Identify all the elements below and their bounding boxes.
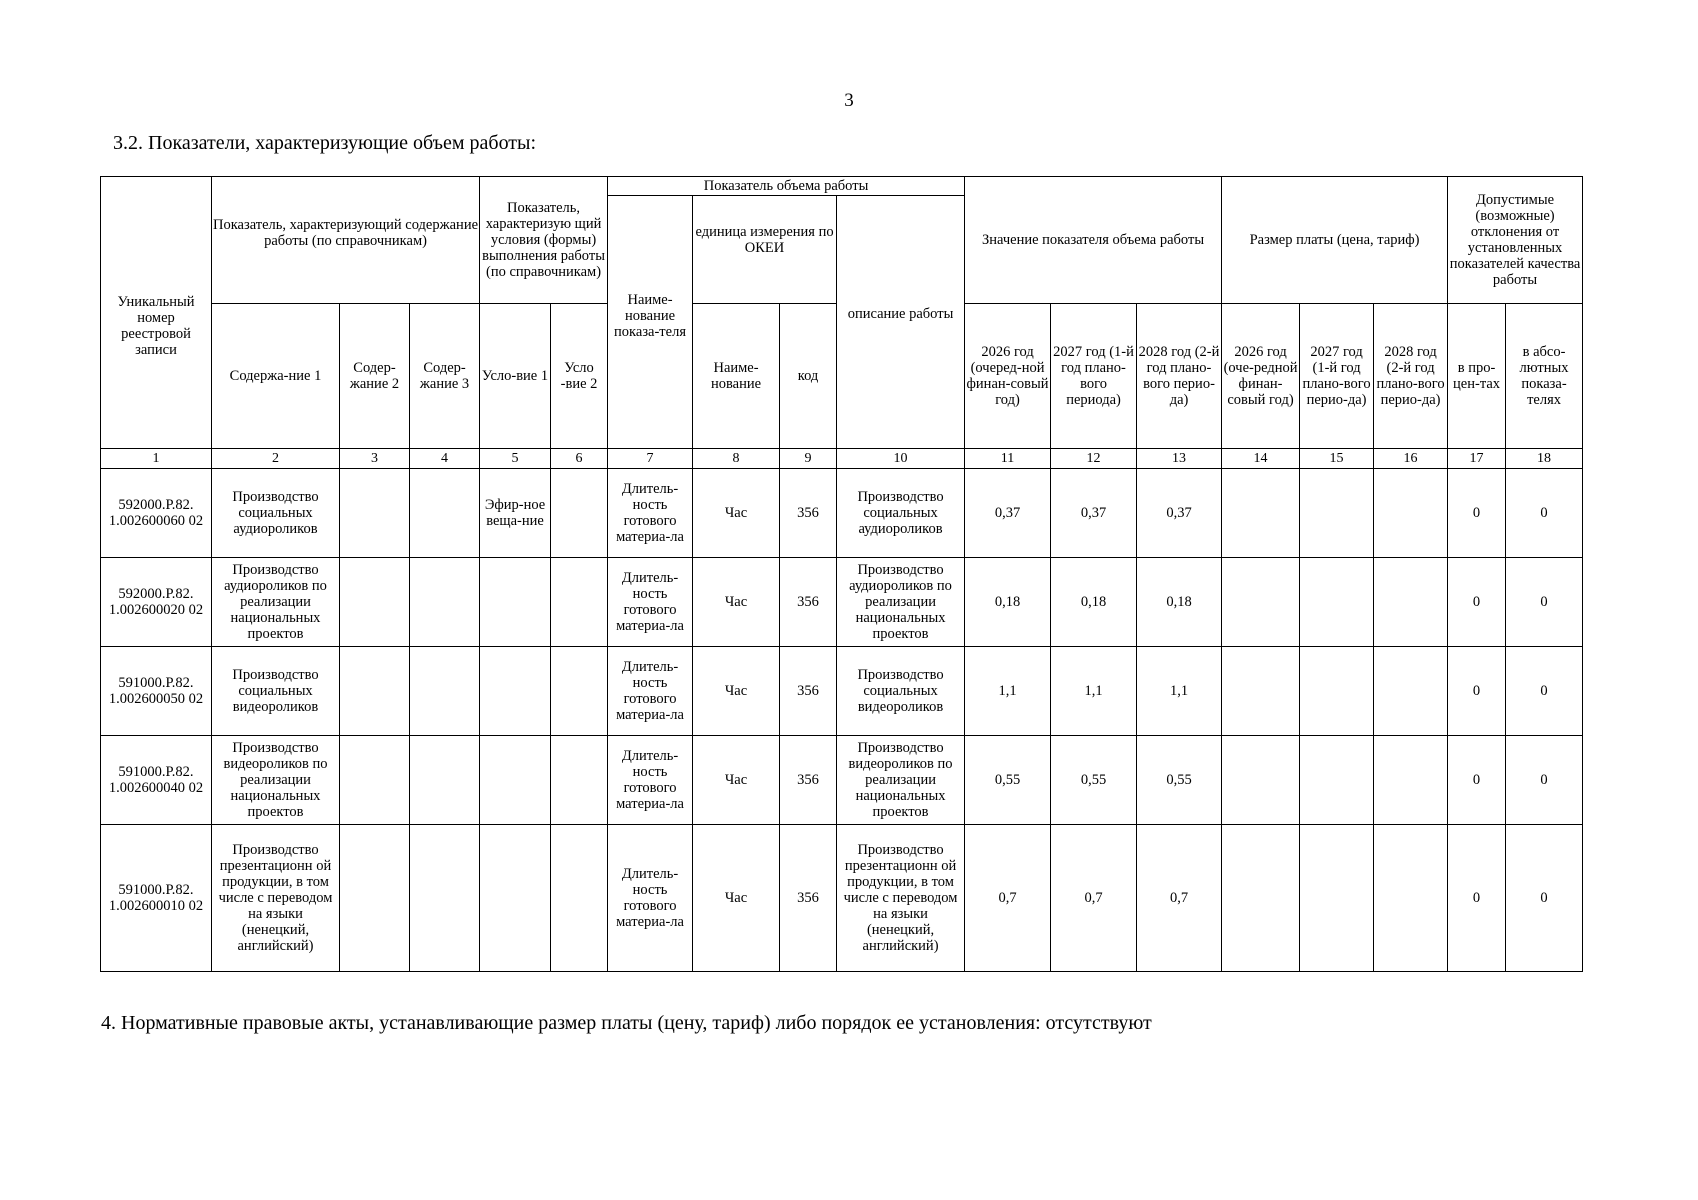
fee-2027 bbox=[1300, 558, 1374, 647]
value-2028: 0,7 bbox=[1137, 825, 1222, 972]
value-2027: 0,7 bbox=[1051, 825, 1137, 972]
deviation-absolute: 0 bbox=[1506, 736, 1583, 825]
header-value-2027: 2027 год (1-й год плано-вого периода) bbox=[1051, 304, 1137, 449]
column-number: 14 bbox=[1222, 449, 1300, 469]
condition-2 bbox=[551, 469, 608, 558]
content-2 bbox=[340, 558, 410, 647]
header-value-2028: 2028 год (2-й год плано-вого перио-да) bbox=[1137, 304, 1222, 449]
header-unique-number: Уникальный номер реестровой записи bbox=[101, 177, 212, 449]
unit-name: Час bbox=[693, 825, 780, 972]
content-2 bbox=[340, 469, 410, 558]
column-number: 8 bbox=[693, 449, 780, 469]
column-number: 16 bbox=[1374, 449, 1448, 469]
header-unit-code: код bbox=[780, 304, 837, 449]
fee-2026 bbox=[1222, 736, 1300, 825]
header-fee-2027: 2027 год (1-й год плано-вого перио-да) bbox=[1300, 304, 1374, 449]
fee-2027 bbox=[1300, 647, 1374, 736]
column-number: 9 bbox=[780, 449, 837, 469]
column-number: 12 bbox=[1051, 449, 1137, 469]
header-content-group: Показатель, характеризующий содержание работы (по справочникам) bbox=[212, 177, 480, 304]
column-number: 6 bbox=[551, 449, 608, 469]
header-value-group: Значение показателя объема работы bbox=[965, 177, 1222, 304]
work-description: Производство аудиороликов по реализации национальных проектов bbox=[837, 558, 965, 647]
deviation-absolute: 0 bbox=[1506, 825, 1583, 972]
header-conditions-group: Показатель, характеризую щий условия (формы) выполнения работы (по справочникам) bbox=[480, 177, 608, 304]
column-number: 2 bbox=[212, 449, 340, 469]
header-work-description: описание работы bbox=[837, 196, 965, 449]
indicator-name: Длитель-ность готового материа-ла bbox=[608, 647, 693, 736]
table-row bbox=[101, 647, 1583, 736]
table-row bbox=[101, 825, 1583, 972]
column-number: 13 bbox=[1137, 449, 1222, 469]
condition-1: Эфир-ное веща-ние bbox=[480, 469, 551, 558]
header-fee-group: Размер платы (цена, тариф) bbox=[1222, 177, 1448, 304]
fee-2026 bbox=[1222, 825, 1300, 972]
footer-text: 4. Нормативные правовые акты, устанавливающие размер платы (цену, тариф) либо порядок ее установления: отсутствуют bbox=[101, 1012, 1152, 1034]
indicator-name: Длитель-ность готового материа-ла bbox=[608, 825, 693, 972]
work-description: Производство социальных видеороликов bbox=[837, 647, 965, 736]
fee-2027 bbox=[1300, 469, 1374, 558]
header-fee-2028: 2028 год (2-й год плано-вого перио-да) bbox=[1374, 304, 1448, 449]
header-unit-name: Наиме-нование bbox=[693, 304, 780, 449]
fee-2028 bbox=[1374, 825, 1448, 972]
unit-code: 356 bbox=[780, 647, 837, 736]
deviation-absolute: 0 bbox=[1506, 469, 1583, 558]
unit-code: 356 bbox=[780, 825, 837, 972]
fee-2028 bbox=[1374, 558, 1448, 647]
unit-name: Час bbox=[693, 469, 780, 558]
condition-2 bbox=[551, 558, 608, 647]
value-2027: 1,1 bbox=[1051, 647, 1137, 736]
unit-name: Час bbox=[693, 736, 780, 825]
registry-number: 591000.Р.82. 1.002600010 02 bbox=[101, 825, 212, 972]
column-number: 3 bbox=[340, 449, 410, 469]
unit-code: 356 bbox=[780, 469, 837, 558]
header-indicator-name: Наиме-нование показа-теля bbox=[608, 196, 693, 449]
fee-2026 bbox=[1222, 558, 1300, 647]
deviation-percent: 0 bbox=[1448, 558, 1506, 647]
content-3 bbox=[410, 647, 480, 736]
content-2 bbox=[340, 736, 410, 825]
header-deviation-group: Допустимые (возможные) отклонения от установленных показателей качества работы bbox=[1448, 177, 1583, 304]
column-number: 10 bbox=[837, 449, 965, 469]
condition-2 bbox=[551, 825, 608, 972]
value-2027: 0,55 bbox=[1051, 736, 1137, 825]
value-2027: 0,37 bbox=[1051, 469, 1137, 558]
column-number: 15 bbox=[1300, 449, 1374, 469]
registry-number: 591000.Р.82. 1.002600040 02 bbox=[101, 736, 212, 825]
header-fee-2026: 2026 год (оче-редной финан-совый год) bbox=[1222, 304, 1300, 449]
condition-2 bbox=[551, 647, 608, 736]
deviation-percent: 0 bbox=[1448, 469, 1506, 558]
header-deviation-percent: в про-цен-тах bbox=[1448, 304, 1506, 449]
deviation-absolute: 0 bbox=[1506, 647, 1583, 736]
fee-2026 bbox=[1222, 647, 1300, 736]
value-2028: 0,55 bbox=[1137, 736, 1222, 825]
content-1: Производство презентационн ой продукции, в том числе с переводом на языки (ненецкий, английский) bbox=[212, 825, 340, 972]
table-row bbox=[101, 558, 1583, 647]
registry-number: 591000.Р.82. 1.002600050 02 bbox=[101, 647, 212, 736]
content-2 bbox=[340, 825, 410, 972]
deviation-percent: 0 bbox=[1448, 736, 1506, 825]
header-content-2: Содер-жание 2 bbox=[340, 304, 410, 449]
header-condition-2: Усло -вие 2 bbox=[551, 304, 608, 449]
fee-2026 bbox=[1222, 469, 1300, 558]
condition-1 bbox=[480, 647, 551, 736]
indicator-name: Длитель-ность готового материа-ла bbox=[608, 469, 693, 558]
column-number: 4 bbox=[410, 449, 480, 469]
header-okei-unit: единица измерения по ОКЕИ bbox=[693, 196, 837, 304]
column-number: 1 bbox=[101, 449, 212, 469]
header-condition-1: Усло-вие 1 bbox=[480, 304, 551, 449]
deviation-percent: 0 bbox=[1448, 825, 1506, 972]
unit-name: Час bbox=[693, 558, 780, 647]
unit-code: 356 bbox=[780, 736, 837, 825]
value-2026: 0,18 bbox=[965, 558, 1051, 647]
value-2027: 0,18 bbox=[1051, 558, 1137, 647]
content-1: Производство социальных видеороликов bbox=[212, 647, 340, 736]
unit-code: 356 bbox=[780, 558, 837, 647]
content-3 bbox=[410, 558, 480, 647]
header-deviation-absolute: в абсо-лютных показа-телях bbox=[1506, 304, 1583, 449]
content-1: Производство аудиороликов по реализации национальных проектов bbox=[212, 558, 340, 647]
content-1: Производство социальных аудиороликов bbox=[212, 469, 340, 558]
work-description: Производство презентационн ой продукции, в том числе с переводом на языки (ненецкий, английский) bbox=[837, 825, 965, 972]
page-number: 3 bbox=[844, 90, 854, 111]
value-2028: 0,18 bbox=[1137, 558, 1222, 647]
value-2026: 0,55 bbox=[965, 736, 1051, 825]
value-2028: 0,37 bbox=[1137, 469, 1222, 558]
header-row-1 bbox=[101, 177, 1583, 196]
deviation-absolute: 0 bbox=[1506, 558, 1583, 647]
unit-name: Час bbox=[693, 647, 780, 736]
fee-2027 bbox=[1300, 736, 1374, 825]
work-description: Производство видеороликов по реализации национальных проектов bbox=[837, 736, 965, 825]
table-row bbox=[101, 736, 1583, 825]
header-content-3: Содер-жание 3 bbox=[410, 304, 480, 449]
work-description: Производство социальных аудиороликов bbox=[837, 469, 965, 558]
fee-2028 bbox=[1374, 469, 1448, 558]
content-1: Производство видеороликов по реализации национальных проектов bbox=[212, 736, 340, 825]
condition-2 bbox=[551, 736, 608, 825]
header-value-2026: 2026 год (очеред-ной финан-совый год) bbox=[965, 304, 1051, 449]
fee-2027 bbox=[1300, 825, 1374, 972]
column-number: 5 bbox=[480, 449, 551, 469]
indicator-name: Длитель-ность готового материа-ла bbox=[608, 736, 693, 825]
column-number: 18 bbox=[1506, 449, 1583, 469]
column-number-row bbox=[101, 449, 1583, 469]
indicator-name: Длитель-ность готового материа-ла bbox=[608, 558, 693, 647]
condition-1 bbox=[480, 558, 551, 647]
content-3 bbox=[410, 825, 480, 972]
header-content-1: Содержа-ние 1 bbox=[212, 304, 340, 449]
table-row bbox=[101, 469, 1583, 558]
value-2026: 1,1 bbox=[965, 647, 1051, 736]
column-number: 17 bbox=[1448, 449, 1506, 469]
value-2026: 0,7 bbox=[965, 825, 1051, 972]
registry-number: 592000.Р.82. 1.002600020 02 bbox=[101, 558, 212, 647]
deviation-percent: 0 bbox=[1448, 647, 1506, 736]
header-volume-group: Показатель объема работы bbox=[608, 177, 965, 196]
column-number: 11 bbox=[965, 449, 1051, 469]
condition-1 bbox=[480, 736, 551, 825]
fee-2028 bbox=[1374, 647, 1448, 736]
fee-2028 bbox=[1374, 736, 1448, 825]
value-2028: 1,1 bbox=[1137, 647, 1222, 736]
condition-1 bbox=[480, 825, 551, 972]
content-2 bbox=[340, 647, 410, 736]
registry-number: 592000.Р.82. 1.002600060 02 bbox=[101, 469, 212, 558]
content-3 bbox=[410, 469, 480, 558]
work-volume-table bbox=[100, 176, 1583, 972]
column-number: 7 bbox=[608, 449, 693, 469]
value-2026: 0,37 bbox=[965, 469, 1051, 558]
content-3 bbox=[410, 736, 480, 825]
section-title: 3.2. Показатели, характеризующие объем работы: bbox=[113, 132, 537, 154]
